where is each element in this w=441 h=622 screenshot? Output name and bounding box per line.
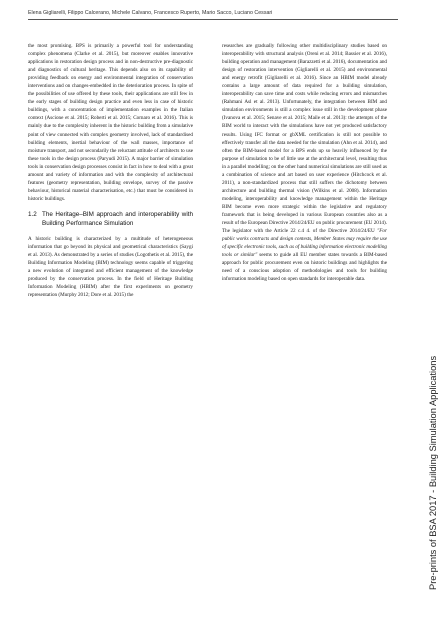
section-heading [28, 211, 193, 228]
running-head-authors: Elena Gigliarelli, Filippo Calcerano, Michele Calvano, Francesco Ruperto, Mario Sacco, Luciano Cessari [28, 10, 398, 20]
right-column [222, 42, 387, 283]
side-caption: Pre-prints of BSA 2017 - Building Simulation Applications [428, 355, 438, 590]
section-number: 1.2 [28, 210, 37, 218]
right-paragraph-text-a: researches are gradually following other multidisciplinary studies based on interoperability with structural analysis (Oreni et al. 2014; Bassier et al. 2016), building operation and management (Barazzetti et al. 2016), documentation and design of restoration intervention (Gigliarelli et al. 2015) and environmental and energy retrofit (Gigliarelli et al. 2016). Since an HBIM model already contains a large amount of data required for a building simulation, interoperability can save time and costs while reducing errors and mismatches (Rahmani Asl et al. 2013). Unfortunately, the integration between BIM and simulation environments is still a complex issue still in the development phase (Ivanova et al. 2015; Senave et al. 2015; Maile et al. 2013): the attempts of the BIM world to interact with the simulations have not yet produced satisfactory results. Using IFC format or gbXML certification is still not possible to effectively transfer all the data needed for the simulation (Ahn et al. 2014), and often the BIM-based model for a BPS ends up so heavily influenced by the purpose of simulation to be of little use at the architectural level, resulting thus in a parallel modelling; on the other hand numerical simulations are still used as a combination of science and art based on user experience (Hitchcock et al. 2011), a non-standardized process that still suffers the dichotomy between architecture and building thermal vision (Wilkins et al. 2008). Information modeling, interoperability and knowledge management within the Heritage BIM become even more strategic within the legislative and regulatory framework that is being developed in various European countries also as a result of the European Directive 2014/24/EU on public procurement (EU 2014). The legislator with the Article 22 c.4 4. of the Directive 2014/24/EU [222, 43, 387, 235]
left-paragraph-1: the most promising. BPS is primarily a powerful tool for understanding complex phenomena (Clarke et al. 2015), but moreover enables innovative applications in restoration design process and in non-destructive pre-diagnostic and diagnostics of cultural heritage. This depends also on its capability of providing feedback on energy and environmental integration of conservation interventions and on changes-embedded in the deterioration process. In spite of the possibilities of use offered by these tools, their applications are still few in the early stages of building design practice and even less in case of historic buildings, with a concentration of implementation examples in the Italian context (Ascione et al. 2015; Roberti et al. 2015; Cornaro et al. 2016). This is mainly due to the complexity inherent in the historic building from a simulative point of view connected with complex geometry involved, lack of standardised building elements, inertial behaviour of the wall masses, importance of moisture transport, and not secondarily the reluctant attitude of architects to use these tools in the design process (Paryudi 2015). A major barrier of simulation tools in conservation design processes consist in fact in how to deal with a great amount and variety of information and with the complexity of architectural features (geometry representation, building envelope, survey of the passive behaviour, historical material characterisation, etc.) that must be considered in historic buildings. [28, 43, 193, 202]
left-column [28, 42, 193, 300]
left-paragraph-2: A historic building is characterized by a multitude of heterogeneous information that go beyond its physical and geometrical characteristics (Saygi et al. 2013). As demonstrated by a series of studies (Logothetis et al. 2015), the Building Information Modeling (BIM) technology seems capable of triggering a new evolution of integrated and efficient management of the knowledge produced by the conservation process. In the field of Heritage Building Information Modeling (HBIM) after the first experiments on geometry representation (Murphy 2012; Dore et al. 2015) the [28, 236, 193, 299]
section-title: The Heritage–BIM approach and interoperability with Building Performance Simulation [42, 210, 193, 227]
directive-quote: "For public works contracts and design contests, Member States may require the use of specific electronic tools, such as of building information electronic modelling tools or similar" [222, 228, 387, 259]
right-paragraph-1 [222, 42, 387, 283]
right-paragraph-text-b: seems to guide all EU member states towards a BIM-based approach for public procurement even on historic buildings and highlights the need of a conscious adoption of methodologies and tools for building information modeling based on open standards for interoperable data. [222, 252, 387, 283]
